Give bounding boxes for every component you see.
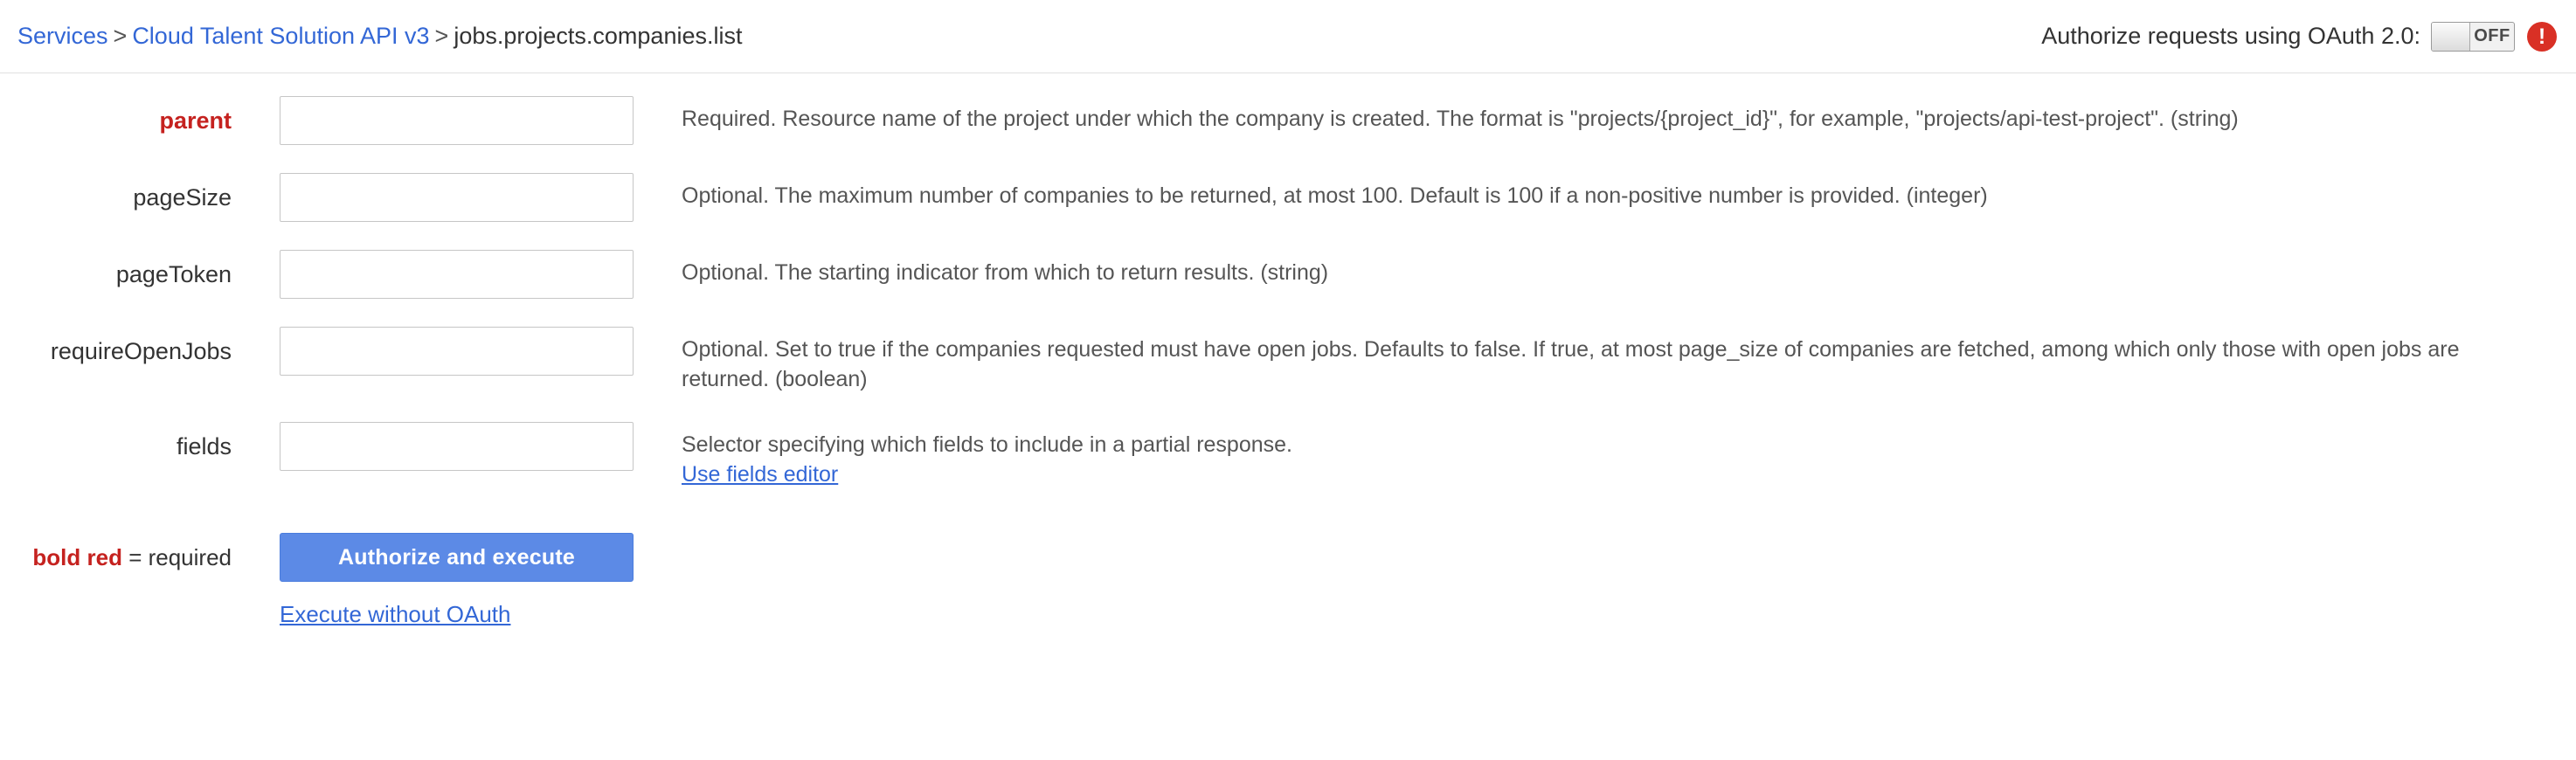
input-parent[interactable] xyxy=(280,96,634,145)
input-fields[interactable] xyxy=(280,422,634,471)
required-legend xyxy=(0,533,232,582)
description-fields xyxy=(682,422,2525,489)
description-requireopenjobs: Optional. Set to true if the companies requested must have open jobs. Defaults to false. If true, at most page_size of companies are fetched, among which only those with open jobs are returned. (boolean) xyxy=(682,337,2460,391)
page-header xyxy=(0,0,2576,73)
form-row-pagesize xyxy=(0,173,2576,222)
execute-without-oauth-link[interactable]: Execute without OAuth xyxy=(280,601,511,627)
form-row-pagetoken xyxy=(0,250,2576,299)
form-row-fields xyxy=(0,422,2576,489)
description-parent: Required. Resource name of the project under which the company is created. The format is "projects/{project_id}", for example, "projects/api-test-project". (string) xyxy=(682,107,2239,131)
label-parent: parent xyxy=(159,107,232,134)
breadcrumb xyxy=(0,23,742,50)
input-pagetoken[interactable] xyxy=(280,250,634,299)
form-actions xyxy=(280,533,634,628)
oauth-label: Authorize requests using OAuth 2.0: xyxy=(2041,23,2420,49)
description-pagesize: Optional. The maximum number of companies to be returned, at most 100. Default is 100 if a non-positive number is provided. (integer) xyxy=(682,183,1988,208)
breadcrumb-separator-2: > xyxy=(434,23,449,49)
warning-icon[interactable]: ! xyxy=(2527,22,2557,52)
field-wrapper-parent xyxy=(280,96,634,145)
breadcrumb-current-method: jobs.projects.companies.list xyxy=(454,23,743,49)
description-pagetoken: Optional. The starting indicator from which to return results. (string) xyxy=(682,260,1329,285)
authorize-and-execute-button[interactable]: Authorize and execute xyxy=(280,533,634,582)
oauth-control-group xyxy=(2041,22,2557,52)
request-parameters-form xyxy=(0,73,2576,628)
description-fields-text: Selector specifying which fields to include in a partial response. xyxy=(682,432,1292,457)
oauth-toggle-knob[interactable] xyxy=(2432,23,2470,51)
oauth-toggle-state: OFF xyxy=(2474,26,2510,45)
input-pagesize[interactable] xyxy=(280,173,634,222)
field-wrapper-requireopenjobs xyxy=(280,327,634,376)
use-fields-editor-link[interactable]: Use fields editor xyxy=(682,462,839,487)
label-fields: fields xyxy=(176,433,232,459)
label-pagetoken: pageToken xyxy=(115,261,232,287)
field-wrapper-fields xyxy=(280,422,634,471)
label-requireopenjobs: requireOpenJobs xyxy=(50,338,232,364)
field-wrapper-pagetoken xyxy=(280,250,634,299)
breadcrumb-services-link[interactable]: Services xyxy=(17,23,108,49)
breadcrumb-api-link[interactable]: Cloud Talent Solution API v3 xyxy=(132,23,430,49)
required-legend-rest: = required xyxy=(121,544,232,570)
breadcrumb-separator-1: > xyxy=(113,23,128,49)
form-footer xyxy=(0,533,2576,628)
form-row-requireopenjobs xyxy=(0,327,2576,394)
form-row-parent xyxy=(0,96,2576,145)
input-requireopenjobs[interactable] xyxy=(280,327,634,376)
oauth-toggle[interactable] xyxy=(2431,22,2515,52)
required-legend-bold: bold red xyxy=(32,544,122,570)
field-wrapper-pagesize xyxy=(280,173,634,222)
label-pagesize: pageSize xyxy=(133,184,232,211)
